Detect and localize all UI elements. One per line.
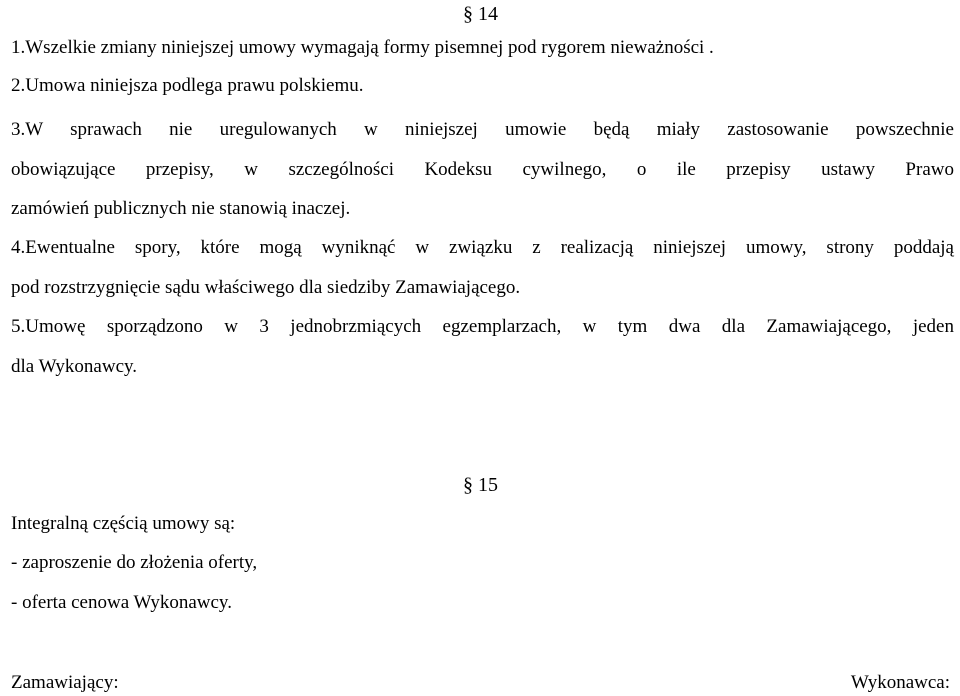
attachment-item: - zaproszenie do złożenia oferty,: [11, 552, 258, 573]
signature-label-contractor: Wykonawca:: [850, 672, 950, 693]
paragraph-4-line-1: 4.Ewentualne spory, które mogą wyniknąć w związku z realizacją niniejszej umowy, strony poddają: [11, 237, 954, 258]
paragraph-1: 1.Wszelkie zmiany niniejszej umowy wymagają formy pisemnej pod rygorem nieważności .: [11, 37, 714, 58]
section-15-intro: Integralną częścią umowy są:: [11, 513, 236, 534]
signature-label-ordering-party: Zamawiający:: [11, 672, 119, 693]
section-14-heading: § 14: [463, 3, 498, 25]
attachment-item: - oferta cenowa Wykonawcy.: [11, 592, 232, 613]
paragraph-2: 2.Umowa niniejsza podlega prawu polskiemu.: [11, 75, 364, 96]
paragraph-3-line-1: 3.W sprawach nie uregulowanych w niniejszej umowie będą miały zastosowanie powszechnie: [11, 119, 954, 140]
paragraph-4-line-2: pod rozstrzygnięcie sądu właściwego dla siedziby Zamawiającego.: [11, 277, 521, 298]
paragraph-5-line-2: dla Wykonawcy.: [11, 356, 138, 377]
paragraph-5-line-1: 5.Umowę sporządzono w 3 jednobrzmiących egzemplarzach, w tym dwa dla Zamawiającego, jeden: [11, 316, 954, 337]
section-15-heading: § 15: [463, 474, 498, 496]
paragraph-3-line-3: zamówień publicznych nie stanowią inaczej.: [11, 198, 351, 219]
paragraph-3-line-2: obowiązujące przepisy, w szczególności Kodeksu cywilnego, o ile przepisy ustawy Prawo: [11, 159, 954, 180]
